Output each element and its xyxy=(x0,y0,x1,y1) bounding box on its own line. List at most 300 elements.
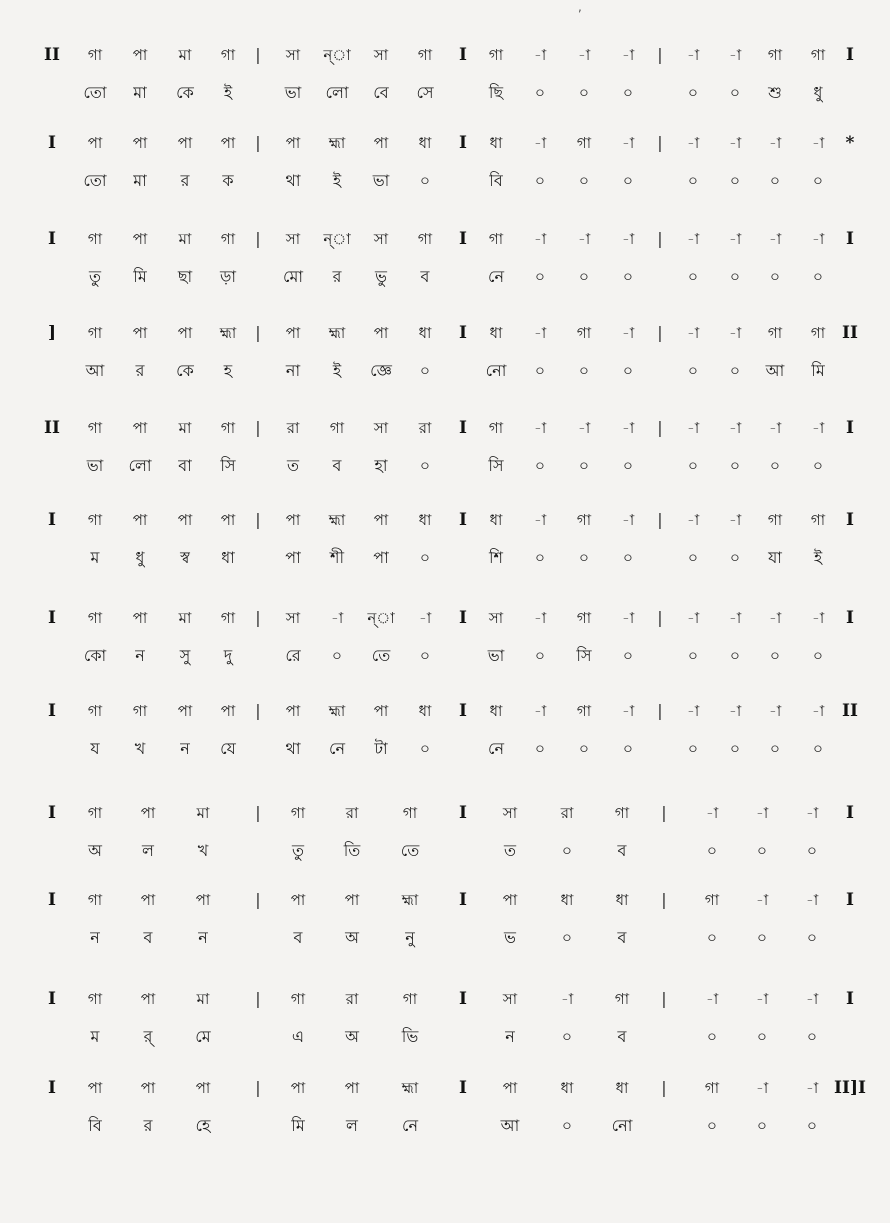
note-cell: পা xyxy=(344,1079,360,1097)
lyric-cell: বে xyxy=(373,83,389,102)
lyric-cell: অ xyxy=(88,841,102,860)
note-cell: -া xyxy=(768,134,782,152)
page-top-mark: , xyxy=(578,0,582,14)
lyric-cell: মো xyxy=(282,267,304,286)
note-cell: গা xyxy=(87,891,103,909)
lyric-cell: র xyxy=(180,171,190,190)
note-cell: গা xyxy=(402,804,418,822)
lyric-cell: ০ xyxy=(706,928,718,947)
note-cell: হ্মা xyxy=(328,324,346,342)
lyric-cell: শু xyxy=(768,83,782,102)
note-cell: পা xyxy=(285,702,301,720)
note-cell: পা xyxy=(373,134,389,152)
note-cell: পা xyxy=(140,804,156,822)
note-cell: পা xyxy=(132,609,148,627)
barline: | xyxy=(657,418,663,437)
note-cell: গা xyxy=(614,990,630,1008)
lyric-cell: ০ xyxy=(687,171,699,190)
lyric-cell: নে xyxy=(401,1116,419,1135)
note-cell: -া xyxy=(755,804,769,822)
lyric-cell: ০ xyxy=(729,171,741,190)
barline: I xyxy=(846,608,854,628)
lyric-cell: আ xyxy=(765,361,785,380)
note-cell: গা xyxy=(132,702,148,720)
lyric-cell: ভা xyxy=(284,83,302,102)
barline: I xyxy=(846,890,854,910)
lyric-cell: ০ xyxy=(806,1116,818,1135)
lyric-cell: ০ xyxy=(622,548,634,567)
note-cell: -া xyxy=(560,990,574,1008)
note-cell: পা xyxy=(195,1079,211,1097)
lyric-row xyxy=(0,78,890,108)
note-cell: সা xyxy=(502,990,518,1008)
note-cell: গা xyxy=(87,419,103,437)
note-cell: -া xyxy=(533,702,547,720)
lyric-cell: ০ xyxy=(812,456,824,475)
note-cell: পা xyxy=(373,324,389,342)
note-cell: -া xyxy=(621,511,635,529)
note-cell: রা xyxy=(345,990,359,1008)
note-cell: পা xyxy=(132,419,148,437)
lyric-cell: ০ xyxy=(419,739,431,758)
lyric-cell: ০ xyxy=(729,83,741,102)
barline: I xyxy=(48,229,56,249)
barline: II]I xyxy=(834,1078,866,1098)
note-cell: গা xyxy=(488,419,504,437)
lyric-cell: দু xyxy=(223,646,233,665)
lyric-cell: না xyxy=(285,361,301,380)
note-cell: গা xyxy=(704,891,720,909)
lyric-cell: ই xyxy=(223,83,233,102)
lyric-cell: ০ xyxy=(769,456,781,475)
lyric-cell: মা xyxy=(133,83,147,102)
note-row xyxy=(0,128,890,158)
lyric-cell: ব xyxy=(332,456,342,475)
note-cell: -া xyxy=(533,419,547,437)
lyric-cell: ক xyxy=(222,171,234,190)
lyric-cell: ব xyxy=(617,1027,627,1046)
barline: I xyxy=(459,510,467,530)
lyric-cell: জ্ঞে xyxy=(370,361,392,380)
note-cell: গা xyxy=(290,990,306,1008)
lyric-cell: ছা xyxy=(177,267,193,286)
lyric-cell: ভা xyxy=(372,171,390,190)
note-row xyxy=(0,984,890,1014)
note-cell: -া xyxy=(577,46,591,64)
note-cell: পা xyxy=(290,1079,306,1097)
barline: I xyxy=(459,803,467,823)
note-cell: গা xyxy=(576,511,592,529)
barline: | xyxy=(255,323,261,342)
lyric-cell: ০ xyxy=(812,739,824,758)
barline: II xyxy=(842,323,858,343)
note-cell: -া xyxy=(768,702,782,720)
note-cell: -া xyxy=(768,230,782,248)
lyric-cell: ০ xyxy=(561,928,573,947)
lyric-cell: ০ xyxy=(756,928,768,947)
note-cell: ধা xyxy=(418,702,432,720)
note-cell: গা xyxy=(576,134,592,152)
lyric-cell: পা xyxy=(373,548,389,567)
lyric-row xyxy=(0,451,890,481)
lyric-cell: ন xyxy=(505,1027,515,1046)
lyric-cell: শী xyxy=(329,548,345,567)
note-cell: গা xyxy=(576,324,592,342)
note-cell: হ্মা xyxy=(401,1079,419,1097)
notation-system-4 xyxy=(0,318,890,398)
note-cell: গা xyxy=(87,511,103,529)
note-cell: -া xyxy=(755,990,769,1008)
lyric-cell: নো xyxy=(485,361,507,380)
note-cell: গা xyxy=(87,990,103,1008)
note-cell: গা xyxy=(220,46,236,64)
note-cell: ধা xyxy=(489,324,503,342)
barline: I xyxy=(846,803,854,823)
lyric-cell: এ xyxy=(291,1027,305,1046)
lyric-cell: ০ xyxy=(687,83,699,102)
note-cell: -া xyxy=(621,324,635,342)
note-cell: পা xyxy=(87,1079,103,1097)
lyric-cell: মি xyxy=(291,1116,305,1135)
lyric-cell: মি xyxy=(811,361,825,380)
note-cell: গা xyxy=(87,46,103,64)
lyric-cell: ০ xyxy=(561,1116,573,1135)
note-cell: ন্া xyxy=(367,609,395,627)
barline: | xyxy=(255,133,261,152)
lyric-cell: লো xyxy=(128,456,152,475)
lyric-cell: ল xyxy=(346,1116,358,1135)
note-cell: গা xyxy=(87,324,103,342)
note-cell: হ্মা xyxy=(328,702,346,720)
note-cell: -া xyxy=(621,46,635,64)
barline: | xyxy=(661,890,667,909)
lyric-cell: তে xyxy=(400,841,420,860)
lyric-cell: ০ xyxy=(729,646,741,665)
barline: II xyxy=(44,45,60,65)
lyric-cell: ০ xyxy=(806,1027,818,1046)
note-cell: গা xyxy=(329,419,345,437)
lyric-cell: আ xyxy=(500,1116,520,1135)
note-cell: ধা xyxy=(418,324,432,342)
barline: | xyxy=(255,701,261,720)
lyric-cell: নে xyxy=(328,739,346,758)
note-cell: সা xyxy=(285,609,301,627)
lyric-cell: হে xyxy=(195,1116,211,1135)
lyric-cell: টা xyxy=(374,739,388,758)
lyric-cell: ০ xyxy=(534,361,546,380)
lyric-cell: ০ xyxy=(561,841,573,860)
barline: I xyxy=(459,133,467,153)
note-cell: পা xyxy=(140,1079,156,1097)
barline: | xyxy=(657,608,663,627)
note-cell: -া xyxy=(533,46,547,64)
note-cell: সা xyxy=(373,419,389,437)
lyric-cell: তো xyxy=(83,171,107,190)
note-cell: -া xyxy=(686,46,700,64)
note-cell: -া xyxy=(686,511,700,529)
note-cell: হ্মা xyxy=(328,134,346,152)
note-cell: পা xyxy=(132,511,148,529)
note-cell: পা xyxy=(285,511,301,529)
note-row xyxy=(0,413,890,443)
lyric-cell: ০ xyxy=(419,548,431,567)
notation-system-8 xyxy=(0,696,890,776)
lyric-cell: ০ xyxy=(812,267,824,286)
lyric-cell: ত xyxy=(286,456,300,475)
lyric-cell: ০ xyxy=(729,267,741,286)
note-cell: -া xyxy=(705,990,719,1008)
note-cell: মা xyxy=(196,804,210,822)
barline: ] xyxy=(47,323,57,343)
barline: II xyxy=(842,701,858,721)
lyric-cell: সি xyxy=(220,456,236,475)
note-cell: গা xyxy=(220,419,236,437)
note-cell: পা xyxy=(140,891,156,909)
note-cell: ধা xyxy=(418,511,432,529)
note-cell: -া xyxy=(577,419,591,437)
lyric-cell: ০ xyxy=(578,739,590,758)
note-cell: -া xyxy=(728,511,742,529)
lyric-cell: সে xyxy=(416,83,434,102)
lyric-cell: সি xyxy=(488,456,504,475)
lyric-cell: স্ব xyxy=(180,548,190,567)
note-cell: পা xyxy=(290,891,306,909)
barline: | xyxy=(657,45,663,64)
lyric-cell: ০ xyxy=(622,171,634,190)
barline: I xyxy=(459,608,467,628)
note-cell: -া xyxy=(533,134,547,152)
note-cell: -া xyxy=(728,609,742,627)
note-cell: পা xyxy=(373,702,389,720)
lyric-row xyxy=(0,641,890,671)
note-cell: গা xyxy=(767,511,783,529)
lyric-row xyxy=(0,1022,890,1052)
note-cell: পা xyxy=(177,511,193,529)
barline: | xyxy=(255,510,261,529)
barline: I xyxy=(846,418,854,438)
notation-system-5 xyxy=(0,413,890,493)
lyric-cell: ০ xyxy=(706,1027,718,1046)
lyric-cell: ০ xyxy=(756,1027,768,1046)
note-cell: গা xyxy=(767,46,783,64)
note-cell: ধা xyxy=(560,891,574,909)
lyric-cell: হ xyxy=(223,361,233,380)
lyric-cell: থা xyxy=(285,739,301,758)
note-cell: পা xyxy=(220,134,236,152)
lyric-cell: কে xyxy=(176,83,194,102)
lyric-cell: ০ xyxy=(806,841,818,860)
lyric-cell: নু xyxy=(405,928,415,947)
note-cell: পা xyxy=(132,46,148,64)
barline: | xyxy=(657,133,663,152)
note-cell: -া xyxy=(621,230,635,248)
barline: | xyxy=(657,510,663,529)
note-cell: মা xyxy=(178,46,192,64)
note-cell: -া xyxy=(805,891,819,909)
barline: I xyxy=(846,510,854,530)
note-cell: হ্মা xyxy=(401,891,419,909)
note-cell: পা xyxy=(177,324,193,342)
barline: | xyxy=(255,1078,261,1097)
barline: | xyxy=(657,229,663,248)
lyric-cell: তু xyxy=(88,267,102,286)
notation-system-1 xyxy=(0,40,890,120)
note-cell: ন্া xyxy=(323,46,351,64)
lyric-cell: ০ xyxy=(419,171,431,190)
barline: | xyxy=(255,803,261,822)
barline: I xyxy=(846,989,854,1009)
lyric-cell: ব xyxy=(617,841,627,860)
note-cell: সা xyxy=(285,46,301,64)
lyric-cell: ভা xyxy=(487,646,505,665)
note-cell: পা xyxy=(87,134,103,152)
lyric-cell: ০ xyxy=(578,83,590,102)
lyric-cell: ড়া xyxy=(219,267,237,286)
lyric-cell: ০ xyxy=(687,267,699,286)
note-cell: -া xyxy=(811,609,825,627)
lyric-cell: ০ xyxy=(706,841,718,860)
note-cell: -া xyxy=(533,230,547,248)
lyric-cell: ০ xyxy=(419,456,431,475)
note-cell: মা xyxy=(178,230,192,248)
lyric-row xyxy=(0,262,890,292)
lyric-cell: র্ xyxy=(143,1027,153,1046)
note-cell: -া xyxy=(686,609,700,627)
barline: | xyxy=(255,608,261,627)
lyric-cell: ব xyxy=(143,928,153,947)
note-cell: -া xyxy=(811,230,825,248)
barline: | xyxy=(255,45,261,64)
lyric-cell: ভা xyxy=(86,456,104,475)
lyric-cell: ০ xyxy=(534,646,546,665)
lyric-cell: নে xyxy=(487,739,505,758)
lyric-cell: তো xyxy=(83,83,107,102)
lyric-cell: ল xyxy=(142,841,154,860)
note-cell: গা xyxy=(402,990,418,1008)
note-cell: ধা xyxy=(615,891,629,909)
lyric-cell: কো xyxy=(83,646,107,665)
note-cell: -া xyxy=(728,134,742,152)
note-cell: গা xyxy=(810,324,826,342)
lyric-cell: ০ xyxy=(687,361,699,380)
note-cell: পা xyxy=(502,891,518,909)
lyric-cell: ছি xyxy=(488,83,504,102)
lyric-cell: ০ xyxy=(769,267,781,286)
lyric-cell: ০ xyxy=(331,646,343,665)
note-cell: পা xyxy=(132,134,148,152)
lyric-cell: ০ xyxy=(534,83,546,102)
lyric-cell: বি xyxy=(489,171,503,190)
lyric-cell: ০ xyxy=(534,739,546,758)
barline: I xyxy=(48,803,56,823)
barline: I xyxy=(459,229,467,249)
note-cell: -া xyxy=(621,134,635,152)
notation-system-7 xyxy=(0,603,890,683)
note-cell: গা xyxy=(704,1079,720,1097)
note-cell: ধা xyxy=(560,1079,574,1097)
note-cell: সা xyxy=(373,230,389,248)
note-cell: পা xyxy=(132,230,148,248)
lyric-cell: ০ xyxy=(622,83,634,102)
note-cell: পা xyxy=(195,891,211,909)
note-cell: গা xyxy=(488,46,504,64)
note-cell: -া xyxy=(533,511,547,529)
note-cell: -া xyxy=(418,609,432,627)
barline: I xyxy=(48,989,56,1009)
lyric-cell: যে xyxy=(220,739,236,758)
note-cell: পা xyxy=(177,702,193,720)
note-cell: -া xyxy=(811,702,825,720)
note-cell: গা xyxy=(87,804,103,822)
lyric-row xyxy=(0,923,890,953)
note-cell: গা xyxy=(810,511,826,529)
lyric-cell: ০ xyxy=(622,456,634,475)
note-cell: -া xyxy=(621,419,635,437)
barline: I xyxy=(48,701,56,721)
note-cell: গা xyxy=(87,609,103,627)
note-cell: -া xyxy=(768,609,782,627)
lyric-cell: ধু xyxy=(135,548,145,567)
lyric-cell: ০ xyxy=(756,841,768,860)
note-cell: সা xyxy=(502,804,518,822)
lyric-cell: ০ xyxy=(419,646,431,665)
lyric-row xyxy=(0,734,890,764)
lyric-cell: হা xyxy=(374,456,388,475)
lyric-cell: ভি xyxy=(401,1027,419,1046)
note-row xyxy=(0,1073,890,1103)
note-cell: গা xyxy=(576,609,592,627)
lyric-cell: লো xyxy=(325,83,349,102)
note-cell: রা xyxy=(418,419,432,437)
note-cell: -া xyxy=(728,46,742,64)
note-cell: পা xyxy=(502,1079,518,1097)
lyric-row xyxy=(0,166,890,196)
barline: I xyxy=(459,1078,467,1098)
lyric-cell: শি xyxy=(488,548,504,567)
barline: I xyxy=(846,229,854,249)
lyric-cell: খ xyxy=(134,739,146,758)
lyric-row xyxy=(0,356,890,386)
note-cell: -া xyxy=(686,134,700,152)
note-cell: গা xyxy=(767,324,783,342)
note-cell: -া xyxy=(811,419,825,437)
lyric-row xyxy=(0,836,890,866)
note-cell: রা xyxy=(286,419,300,437)
note-cell: সা xyxy=(285,230,301,248)
lyric-cell: বি xyxy=(88,1116,102,1135)
note-row xyxy=(0,224,890,254)
barline: | xyxy=(255,989,261,1008)
lyric-cell: ০ xyxy=(729,739,741,758)
lyric-cell: র xyxy=(332,267,342,286)
lyric-cell: ০ xyxy=(534,267,546,286)
note-cell: ধা xyxy=(615,1079,629,1097)
note-cell: -া xyxy=(805,804,819,822)
barline: I xyxy=(459,890,467,910)
lyric-cell: ন xyxy=(135,646,145,665)
note-cell: -া xyxy=(686,324,700,342)
note-cell: -া xyxy=(621,702,635,720)
lyric-cell: ব xyxy=(617,928,627,947)
lyric-cell: বা xyxy=(178,456,192,475)
note-cell: হ্মা xyxy=(219,324,237,342)
lyric-cell: যা xyxy=(768,548,782,567)
note-cell: -া xyxy=(805,990,819,1008)
note-cell: সা xyxy=(488,609,504,627)
barline: | xyxy=(661,989,667,1008)
note-cell: -া xyxy=(728,702,742,720)
note-cell: ধা xyxy=(489,511,503,529)
